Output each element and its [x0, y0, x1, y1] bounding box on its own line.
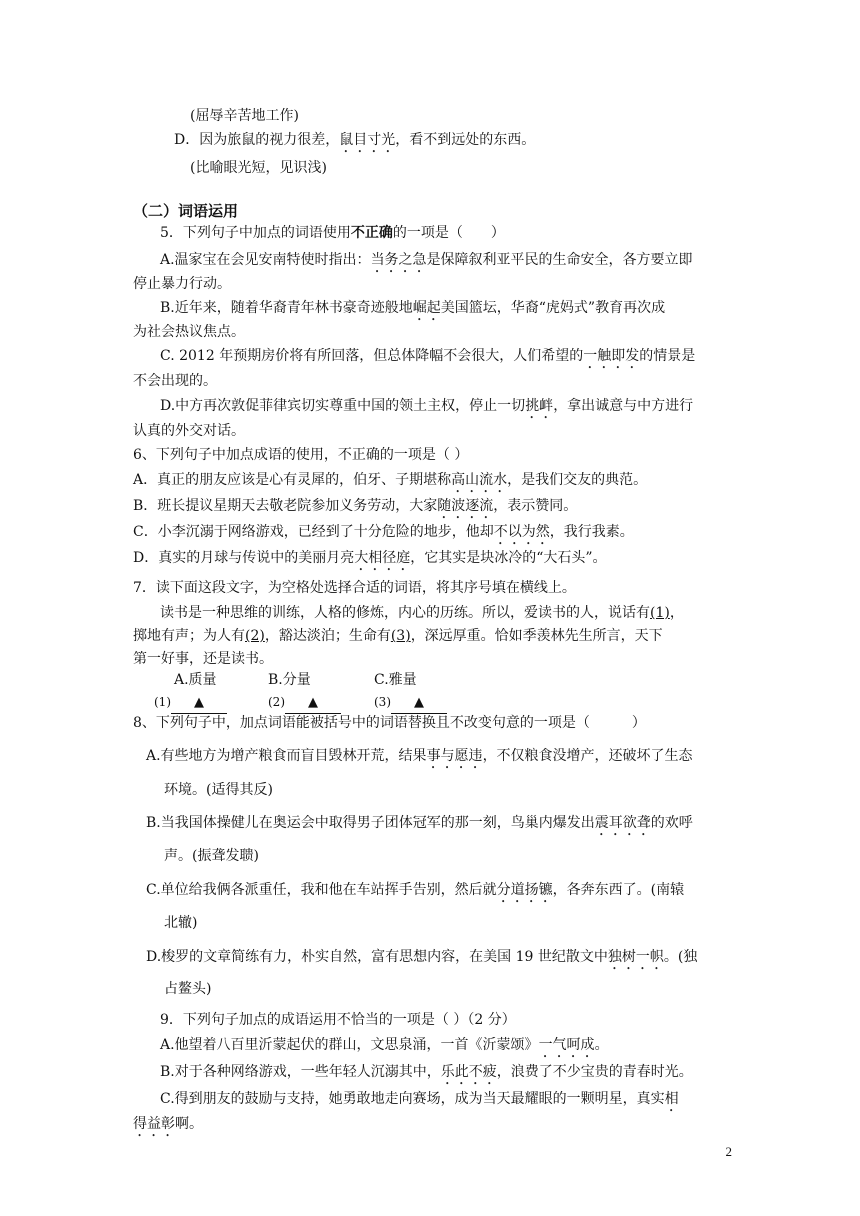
q9-option-a: A.他望着八百里沂蒙起伏的群山，文思泉涌，一首《沂蒙颂》一气呵成。: [160, 1037, 609, 1053]
section-title-word-use: （二）词语运用: [133, 202, 239, 220]
q9-option-c: C.得到朋友的鼓励与支持，她勇敢地走向赛场，成为当天最耀眼的一颗明星，真实相: [160, 1091, 679, 1107]
q7-option-a: A.质量: [174, 672, 217, 688]
q7-passage-line-2: 掷地有声；为人有(2)，豁达淡泊；生命有(3)，深远厚重。恰如季羡林先生所言，天下: [133, 628, 663, 644]
q5-option-b: B.近年来，随着华裔青年林书豪奇迹般地崛起美国篮坛，华裔“虎妈式”教育再次成: [160, 300, 666, 316]
q5-option-a-cont: 停止暴力行动。: [133, 276, 231, 292]
q8-option-a: A.有些地方为增产粮食而盲目毁林开荒，结果事与愿违，不仅粮食没增产，还破坏了生态: [146, 748, 693, 764]
question-6: 6、下列句子中加点成语的使用，不正确的一项是（ ）: [133, 447, 469, 463]
q7-answer-blank-1[interactable]: (1) ▲: [154, 692, 227, 714]
q8-option-d: D.梭罗的文章简练有力，朴实自然，富有思想内容，在美国 19 世纪散文中独树一帜。(独: [146, 949, 698, 965]
q8-option-c: C.单位给我俩各派重任，我和他在车站挥手告别，然后就分道扬镳，各奔东西了。(南辕: [146, 882, 685, 898]
q6-option-b: B．班长提议星期天去敬老院参加义务劳动，大家随波逐流，表示赞同。: [133, 498, 578, 514]
q5-option-c: C. 2012 年预期房价将有所回落，但总体降幅不会很大，人们希望的一触即发的情景是: [160, 348, 696, 364]
triangle-icon: ▲: [308, 695, 318, 710]
q8-option-b-cont: 声。(振聋发聩): [164, 848, 259, 864]
line-option-d: D．因为旅鼠的视力很差，鼠目寸光，看不到远处的东西。: [174, 132, 536, 148]
q5-option-c-cont: 不会出现的。: [133, 373, 217, 389]
q8-option-d-cont: 占鳌头): [164, 981, 212, 997]
q5-option-a: A.温家宝在会见安南特使时指出：当务之急是保障叙利亚平民的生命安全，各方要立即: [160, 252, 693, 268]
q9-option-c-cont: 得益彰啊。: [133, 1116, 203, 1132]
triangle-icon: ▲: [194, 695, 204, 710]
q5-option-b-cont: 为社会热议焦点。: [133, 324, 245, 340]
question-9: 9．下列句子加点的成语运用不恰当的一项是（ ）（2 分）: [160, 1012, 516, 1028]
triangle-icon: ▲: [414, 695, 424, 710]
q7-answer-blank-3[interactable]: (3) ▲: [374, 692, 447, 714]
q9-option-b: B.对于各种网络游戏，一些年轻人沉溺其中，乐此不疲，浪费了不少宝贵的青春时光。: [160, 1064, 693, 1080]
question-7: 7．读下面这段文字，为空格处选择合适的词语，将其序号填在横线上。: [133, 580, 576, 596]
q7-passage-line-3: 第一好事，还是读书。: [133, 651, 273, 667]
question-5: 5．下列句子中加点的词语使用不正确的一项是（ ）: [160, 225, 505, 241]
q6-option-c: C．小李沉溺于网络游戏，已经到了十分危险的地步，他却不以为然，我行我素。: [133, 524, 634, 540]
line-option-c-meaning: (屈辱辛苦地工作): [190, 108, 299, 124]
q7-answer-blank-2[interactable]: (2) ▲: [268, 692, 341, 714]
q7-option-b: B.分量: [268, 672, 311, 688]
q5-option-d: D.中方再次敦促菲律宾切实尊重中国的领土主权，停止一切挑衅，拿出诚意与中方进行: [160, 398, 694, 414]
question-8: 8、下列句子中，加点词语能被括号中的词语替换且不改变句意的一项是（ ）: [133, 715, 646, 731]
q7-passage-line-1: 读书是一种思维的训练，人格的修炼，内心的历练。所以，爱读书的人，说话有(1)，: [160, 605, 684, 621]
q8-option-a-cont: 环境。(适得其反): [164, 782, 273, 798]
q6-option-d: D．真实的月球与传说中的美丽月亮大相径庭，它其实是块冰冷的“大石头”。: [133, 550, 607, 566]
q7-option-c: C.雅量: [374, 672, 417, 688]
q6-option-a: A．真正的朋友应该是心有灵犀的，伯牙、子期堪称高山流水，是我们交友的典范。: [133, 472, 648, 488]
page-number: 2: [725, 1144, 732, 1159]
q8-option-c-cont: 北辙): [164, 915, 198, 931]
line-option-d-meaning: (比喻眼光短，见识浅): [190, 160, 327, 176]
q8-option-b: B.当我国体操健儿在奥运会中取得男子团体冠军的那一刻，鸟巢内爆发出震耳欲聋的欢呼: [146, 815, 693, 831]
q5-option-d-cont: 认真的外交对话。: [133, 423, 245, 439]
